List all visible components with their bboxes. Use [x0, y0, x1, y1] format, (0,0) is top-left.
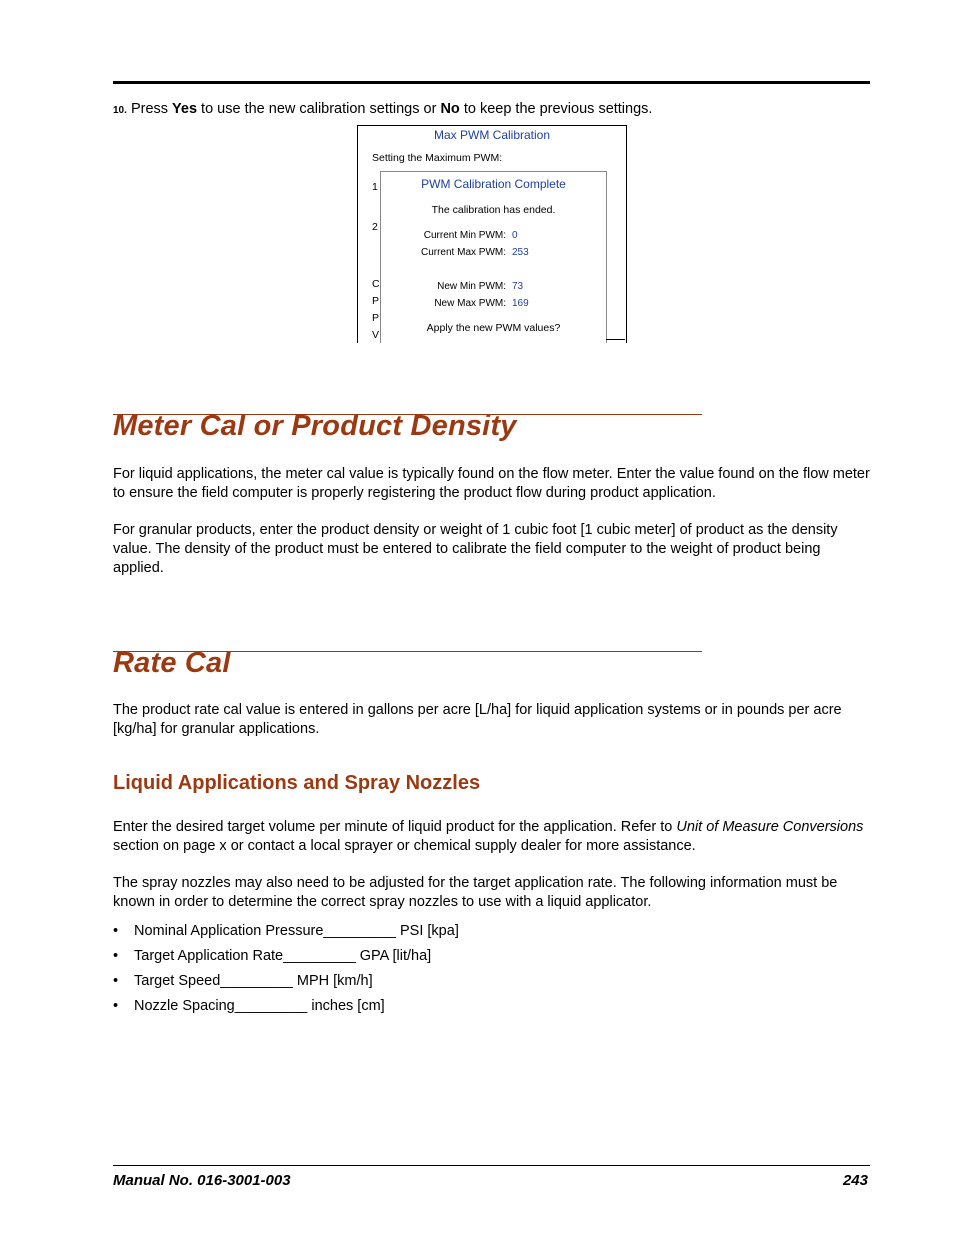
side-char: P — [372, 295, 380, 307]
side-char: V — [372, 329, 380, 341]
side-char: 2 — [372, 221, 378, 233]
step-yes: Yes — [172, 101, 198, 117]
side-char: 1 — [372, 181, 378, 193]
calibration-screenshot — [357, 125, 627, 343]
footer-page-number: 243 — [842, 1172, 868, 1189]
meter-cal-paragraph-2: For granular products, enter the product density or weight of 1 cubic foot [1 cubic meter] of product as the density value. The density of the product must be entered to calibrate the field computer to the weight of product being applied. — [113, 522, 838, 576]
setting-label: Setting the Maximum PWM: — [372, 152, 503, 164]
top-rule — [113, 81, 870, 84]
list-item: • Target Speed_________ MPH [km/h] — [113, 972, 459, 997]
step-10 — [113, 101, 652, 117]
new-max-label: New Max PWM: — [434, 298, 506, 309]
scroll-edge — [606, 339, 625, 343]
rate-cal-paragraph-1: The product rate cal value is entered in gallons per acre [L/ha] for liquid application systems or in pounds per acre [kg/ha] for granular applications. — [113, 702, 842, 737]
new-min-value: 73 — [512, 281, 524, 292]
section-heading-meter-cal: Meter Cal or Product Density — [113, 410, 517, 442]
step-text-post: to keep the previous settings. — [459, 101, 653, 117]
step-text-pre: Press — [130, 101, 173, 117]
list-item: • Target Application Rate_________ GPA [lit/ha] — [113, 947, 459, 972]
dialog-ended-text: The calibration has ended. — [431, 204, 556, 216]
new-min-label: New Min PWM: — [437, 281, 506, 292]
liquid-p1-post: section on page x or contact a local sprayer or chemical supply dealer for more assistance. — [113, 838, 696, 854]
footer-rule — [113, 1165, 870, 1166]
section-heading-rate-cal: Rate Cal — [113, 647, 231, 679]
dialog-title: PWM Calibration Complete — [421, 177, 566, 191]
list-item: • Nozzle Spacing_________ inches [cm] — [113, 997, 459, 1022]
list-item: • Nominal Application Pressure_________ PSI [kpa] — [113, 922, 459, 947]
apply-prompt: Apply the new PWM values? — [426, 322, 561, 334]
current-max-value: 253 — [512, 247, 529, 258]
liquid-paragraph-2: The spray nozzles may also need to be adjusted for the target application rate. The following information must be known in order to determine the correct spray nozzles to use with a liquid applicator. — [113, 875, 838, 910]
footer-manual-number: Manual No. 016-3001-003 — [113, 1172, 291, 1189]
meter-cal-paragraph-1: For liquid applications, the meter cal value is typically found on the flow meter. Enter the value found on the flow meter to ensure the field computer is properly registering the product flow during product application. — [113, 466, 870, 501]
side-char: P — [372, 312, 380, 324]
screenshot-title: Max PWM Calibration — [433, 128, 551, 142]
subheading-liquid-applications: Liquid Applications and Spray Nozzles — [113, 772, 481, 794]
step-number: 10. — [113, 105, 127, 116]
current-min-label: Current Min PWM: — [423, 230, 506, 241]
side-char: C — [372, 278, 380, 290]
current-max-label: Current Max PWM: — [420, 247, 506, 258]
nozzle-info-list — [113, 922, 459, 1022]
step-text-mid: to use the new calibration settings or — [197, 101, 441, 117]
step-no: No — [440, 101, 460, 117]
liquid-p1-pre: Enter the desired target volume per minute of liquid product for the application. Refer to — [113, 819, 677, 835]
liquid-paragraph-1 — [113, 818, 873, 856]
pwm-complete-dialog — [380, 171, 607, 343]
current-min-value: 0 — [512, 230, 518, 241]
new-max-value: 169 — [512, 298, 529, 309]
unit-conversions-reference: Unit of Measure Conversions — [676, 819, 864, 835]
